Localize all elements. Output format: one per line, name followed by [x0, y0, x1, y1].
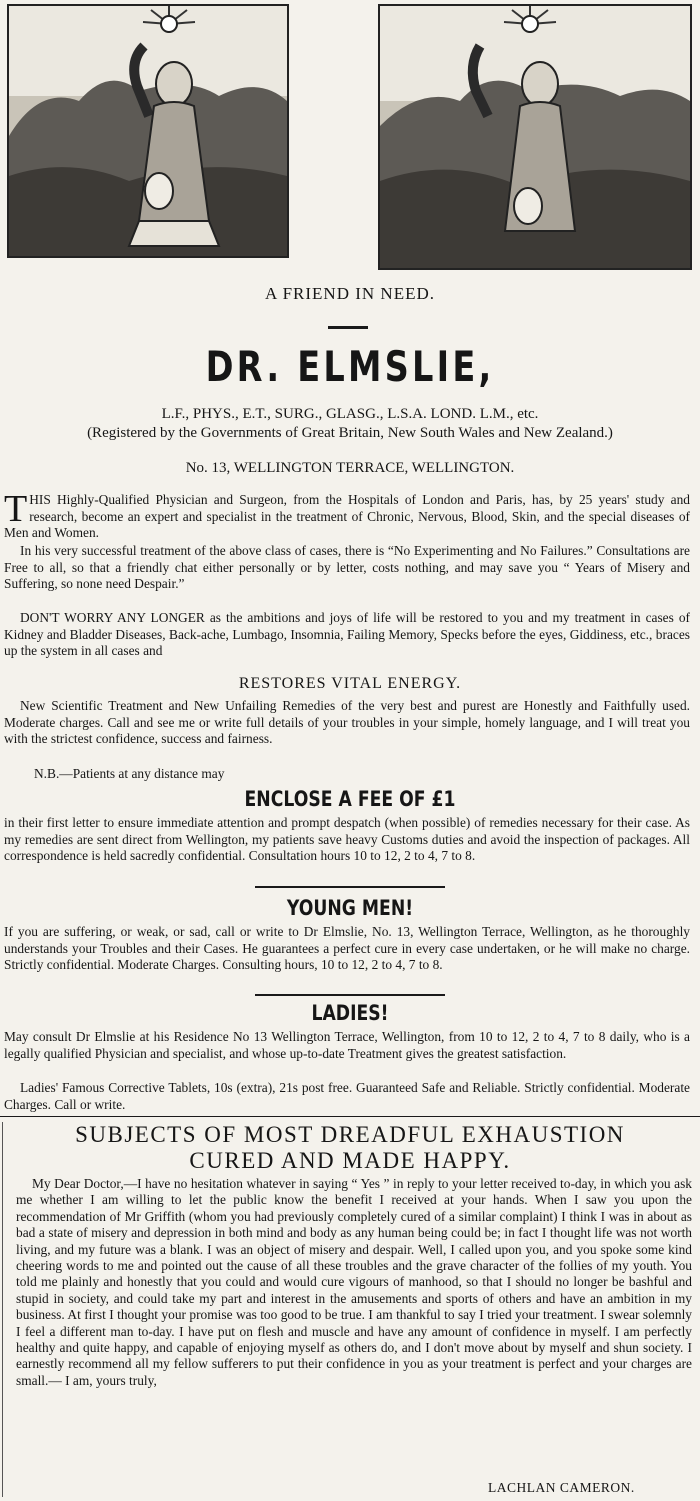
doctor-name: DR. ELMSLIE,	[205, 342, 495, 391]
section-divider	[0, 1116, 700, 1117]
drop-cap: T	[4, 488, 28, 530]
ladies-heading: LADIES!	[311, 1001, 389, 1025]
young-men-paragraph: If you are suffering, or weak, or sad, call or write to Dr Elmslie, No. 13, Wellington Terrace, Wellington, as he thoroughly understands your Troubles and their Cases. He guarantees a perfect cure in every case undertaken, or he will make no charge. Strictly confidential. Moderate Charges. Consulting hours, 10 to 12, 2 to 4, 7 to 8.	[4, 924, 690, 973]
divider	[328, 326, 368, 329]
subjects-heading-line-2: CURED AND MADE HAPPY.	[189, 1148, 511, 1173]
restores-heading: RESTORES VITAL ENERGY.	[238, 675, 462, 692]
divider	[255, 886, 445, 888]
enclose-fee-paragraph: in their first letter to ensure immediate attention and prompt despatch (when possible) of remedies necessary for their case. As my remedies are sent direct from Wellington, my patients save heavy Customs duties and avoid the inspection of packages. All correspondence is held sacredly confidential. Consultation hours 10 to 12, 2 to 4, 7 to 8.	[4, 815, 690, 864]
column-border	[2, 1122, 3, 1497]
illustration-left	[7, 4, 289, 258]
address: No. 13, WELLINGTON TERRACE, WELLINGTON.	[185, 460, 515, 476]
young-men-heading: YOUNG MEN!	[286, 896, 414, 920]
registration-note: (Registered by the Governments of Great Britain, New South Wales and New Zealand.)	[87, 425, 613, 441]
tagline: A FRIEND IN NEED.	[265, 284, 435, 303]
subjects-heading-line-1: SUBJECTS OF MOST DREADFUL EXHAUSTION	[75, 1122, 625, 1147]
qualifications: L.F., PHYS., E.T., SURG., GLASG., L.S.A. LOND. L.M., etc.	[161, 406, 539, 422]
divider	[255, 994, 445, 996]
testimonial-letter: My Dear Doctor,—I have no hesitation whatever in saying “ Yes ” in reply to your letter received to-day, in which you ask me whether I am willing to let the public know the benefit I received at your hands. When I saw you upon the recommendation of Mr Griffith (whom you had previously completely cured of a similar complaint) I think I was in about as bad a state of misery and depression in both mind and body as any human being could be; in fact I thought life was not worth living, and my future was a blank. I was an object of misery and despair. Well, I called upon you, and you spoke some kind cheering words to me and pointed out the cause of all these troubles and the grave character of the follies of my youth. You told me plainly and honestly that you could and would cure vigours of manhood, so that I should no longer be bashful and stupid in society, and could take my part and interest in the amusements and sports of others and have an ambition in my business. At first I thought your promise was too good to be true. I am thankful to say I tried your treatment. I swear solemnly I feel a different man to-day. I have put on flesh and muscle and have any amount of confidence in myself. I am perfectly healthy and quite happy, and capable of enjoying myself as others do, and I don't move about by myself and shun society. I earnestly recommend all my fellow sufferers to put their confidence in you as your treatment is perfect and your charges are small.— I am, yours truly,	[16, 1176, 692, 1388]
treatment-paragraph: In his very successful treatment of the above class of cases, there is “No Experimenting and No Failures.” Consultations are Free to all, so that a friendly chat either personally or by letter, costs nothing, and may save you “ Years of Misery and Suffering, so none need Despair.”	[4, 543, 690, 592]
woman-with-sun-illustration	[380, 6, 690, 268]
nb-note: N.B.—Patients at any distance may	[34, 766, 225, 781]
ladies-paragraph: May consult Dr Elmslie at his Residence No 13 Wellington Terrace, Wellington, from 10 to 12, 2 to 4, 7 to 8 daily, who is a legally qualified Physician and specialist, and whose up-to-date Treatment gives the greatest satisfaction.	[4, 1029, 690, 1061]
scientific-treatment-paragraph: New Scientific Treatment and New Unfailing Remedies of the very best and purest are Honestly and Faithfully used. Moderate charges. Call and see me or write full details of your troubles in your simple, homely language, and I will treat you with the strictest confidence, success and fairness.	[4, 698, 690, 747]
ladies-tablets-paragraph: Ladies' Famous Corrective Tablets, 10s (extra), 21s post free. Guaranteed Safe and Reliable. Strictly confidential. Moderate Charges. Call or write.	[4, 1080, 690, 1112]
intro-paragraph: THIS Highly-Qualified Physician and Surgeon, from the Hospitals of London and Paris, has, by 25 years' study and research, become an expert and specialist in the treatment of Chronic, Nervous, Blood, Skin, and the special diseases of Men and Women.	[4, 488, 690, 541]
enclose-fee-heading: ENCLOSE A FEE OF £1	[244, 787, 456, 811]
signature: LACHLAN CAMERON.	[488, 1480, 635, 1495]
illustration-right	[378, 4, 692, 270]
dont-worry-paragraph: DON'T WORRY ANY LONGER as the ambitions and joys of life will be restored to you and my treatment in cases of Kidney and Bladder Diseases, Back-ache, Lumbago, Insomnia, Failing Memory, Specks before the eyes, Giddiness, etc., braces up the system in all cases and	[4, 610, 690, 659]
woman-with-sun-illustration	[9, 6, 287, 256]
